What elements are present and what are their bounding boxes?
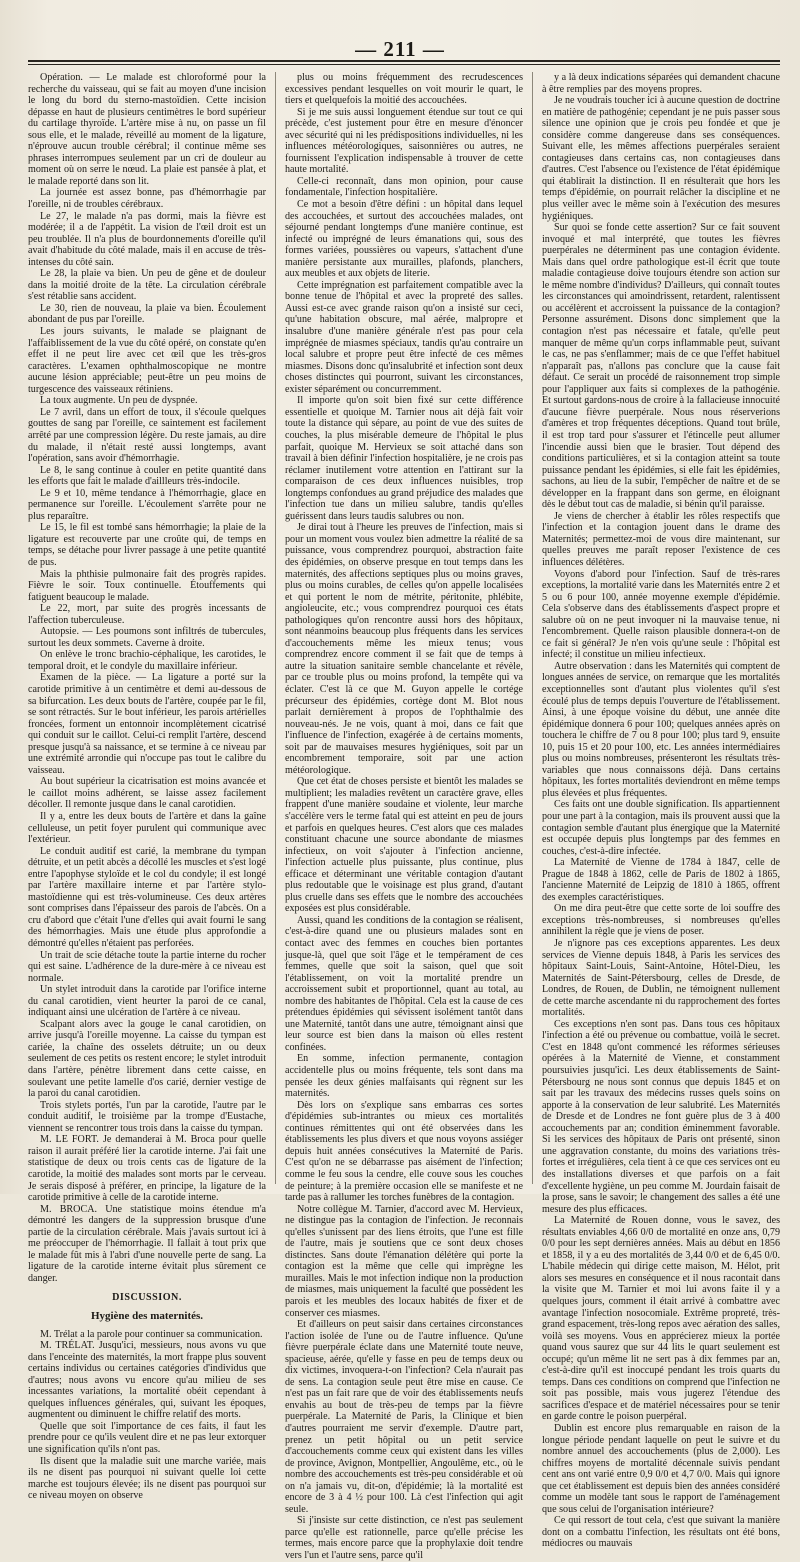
paragraph: Le 30, rien de nouveau, la plaie va bien. Écoulement abondant de pus par l'oreille.	[28, 302, 266, 326]
paragraph: Examen de la pièce. — La ligature a porté sur la carotide primitive à un centimètre et demi au-dessous de sa bifurcation. Les deux bouts de l'artère, coupée par le fil, se sont rétractés. Sur le bout inférieur, les parois artérielles froncées, forment un entonnoir incomplètement cicatrisé qui conduit sur le caillot. Celui-ci remplit l'artère, descend presque jusqu'à sa naissance, et se termine à ce niveau par une extrémité arrondie qui n'occupe pas tout le calibre du vaisseau.	[28, 672, 266, 776]
paragraph: Un stylet introduit dans la carotide par l'orifice interne du canal carotidien, vient heurter la paroi de ce canal, indiquant ainsi une ulcération de l'artère à ce niveau.	[28, 984, 266, 1019]
paragraph: Je ne voudrais toucher ici à aucune question de doctrine en matière de pathogénie; cependant je ne puis passer sous silence une opinion que je crois peu fondée et que je considère comme dangereuse dans ses conséquences. Suivant elle, les mêmes affections puerpérales seraient contagieuses dans certains cas, non contagieuses dans d'autres. C'est l'absence ou l'existence de l'état épidémique qui établirait la distinction. Il en résulterait que hors les temps d'épidémie, on pourrait relâcher la discipline et ne plus veiller avec le même soin à l'exécution des mesures hygiéniques.	[542, 95, 780, 222]
column-right	[542, 72, 780, 1550]
paragraph: Un trait de scie détache toute la partie interne du rocher qui est saine. L'adhérence de la dure-mère à ce niveau est normale.	[28, 949, 266, 984]
paragraph: Il importe qu'on soit bien fixé sur cette différence essentielle et quoique M. Tarnier nous ait déjà fait voir toute la distance qui sépare, au point de vue des suites de couches, la plus misérable demeure de l'hôpital le plus parfait, quoique M. Hervieux se soit attaché dans son travail à bien définir l'infection hospitalière, je ne crois pas réclamer inutilement votre attention en l'attirant sur la comparaison de ces deux influences nuisibles, trop longtemps confondues au grand préjudice des malades que l'infection tue dans un milieu salubre, tandis qu'elles guérissent dans leurs taudis salubres ou non.	[285, 395, 523, 522]
paragraph: Quelle que soit l'importance de ces faits, il faut les prendre pour ce qu'ils veulent dire et ne pas leur extorquer une signification qu'ils n'ont pas.	[28, 1420, 266, 1455]
paragraph: Le 8, le sang continue à couler en petite quantité dans les efforts que fait le malade d'aillleurs très-indocile.	[28, 464, 266, 488]
paragraph: En somme, infection permanente, contagion accidentelle plus ou moins fréquente, tels sont dans ma pensée les deux génies malfaisants qui règnent sur les maternités.	[285, 1053, 523, 1100]
paragraph: Je viens de chercher à établir les rôles respectifs que l'infection et la contagion jouent dans le drame des Maternités; permettez-moi de vous dire maintenant, sur quelles preuves me paraît reposer l'existence de ces influences délétères.	[542, 510, 780, 568]
paragraph: On me dira peut-être que cette sorte de loi souffre des exceptions très-nombreuses, si nombreuses qu'elles annihilent la règle que je viens de poser.	[542, 903, 780, 938]
column-left	[28, 72, 266, 1502]
paragraph: La Maternité de Rouen donne, vous le savez, des résultats enviables 4,66 0/0 de mortalité en onze ans, 0,79 0/0 pour les sept dernières années. Mais au début en 1856 et 1858, il y a eu des mortalités de 3,44 0/0 et de 6,45 0/0. L'habile médecin qui dirige cette maison, M. Hélot, prit alors ses mesures en conséquence et il nous racontait dans la visite que M. Tarnier et moi lui avons faite il y a quelques jours, comment il était arrivé à combattre avec avantage l'infection nosocomiale. Extrême propreté, très-grand espacement, très-long repos avec aération des salles, voilà ses moyens. Vous en apprécierez mieux la portée quand vous saurez que sur 44 lits le quart seulement est occupé; qu'un même lit ne sert pas à dix femmes par an, c'est-à-dire qu'il est inoccupé pendant les trois quarts du temps. Dans ces conditions on comprend que l'infection ne soit pas possible, mais vous jugerez l'étendue des sacrifices d'espace et de matériel nécessaires pour se tenir en garde contre le poison puerpéral.	[542, 1215, 780, 1423]
paragraph: M. TRÉLAT. Jusqu'ici, messieurs, nous avons vu que dans l'enceinte des maternités, la mort frappe plus souvent certains individus ou certaines catégories d'individus que d'autres; nous avons vu encore qu'au milieu de ses incessantes variations, la mortalité obéit cependant à quelques influences générales, qui, suivant les époques, augmentent ou diminuent le chiffre relatif des morts.	[28, 1340, 266, 1421]
paragraph: Si je me suis aussi longuement étendue sur tout ce qui précède, c'est justement pour être en mesure d'énoncer avec sécurité qui ni les prédispositions individuelles, ni les influences météorologiques, saisonnières ou autres, ne fournissent l'explication indispensable à trouver de cette haute mortalité.	[285, 106, 523, 176]
text-columns	[28, 72, 780, 1561]
paragraph: Dès lors on s'explique sans embarras ces sortes d'épidémies sub-intrantes ou mieux ces mortalités continues rémittentes qui ont été observées dans les établissements les plus divers et que nous voyons assiéger depuis huit années consécutives la Maternité de Paris. C'est qu'on ne se débarrasse pas aisément de l'infection; comme le feu sous la cendre, elle couve sous les couches de peinture; à la première occasion elle se manifeste et ne tarde pas à rallumer les torches funèbres de la contagion.	[285, 1099, 523, 1204]
paragraph: Le 9 et 10, même tendance à l'hémorrhagie, glace en permanence sur l'oreille. L'écoulement s'arrête pour ne plus reparaître.	[28, 487, 266, 522]
paragraph: Opération. — Le malade est chloroformé pour la recherche du vaisseau, qui se fait au moyen d'une incision le long du bord du sterno-mastoïdien. Cette incision dépasse en haut de plusieurs centimètres le bord supérieur du cartilage thyroïde. L'artère mise à nu, on passe un fil sous elle, et le malade, réveillé au moment de la ligature, n'éprouve aucun trouble cérébral; il continue même ses phrases interrompues seulement par un cri de douleur au moment où on serre le nœud. La plaie est pansée à plat, et le malade reporté dans son lit.	[28, 72, 266, 187]
paragraph: Le 7 avril, dans un effort de toux, il s'écoule quelques gouttes de sang par l'oreille, ce saintement est facilement arrêté par une compression légère. Du reste jamais, au dire du malade, il n'était resté aussi longtemps, avant l'opération, sans avoir d'hémorrhagie.	[28, 406, 266, 465]
paragraph: Le 27, le malade n'a pas dormi, mais la fièvre est modérée; il a de l'appétit. La vision de l'œil droit est un peu troublée. Il n'a plus de bourdonnements d'oreille qu'il avait d'habitude du côté malade, mais il en accuse de très-intenses du côté sain.	[28, 210, 266, 268]
paragraph: M. LE FORT. Je demanderai à M. Broca pour quelle raison il aurait préféré lier la carotide interne. J'ai fait une statistique de deux ou trois cents cas de ligature de la carotide, la moitié des malades sont morts par le cerveau. Je serais disposé à préférer, en principe, la ligature de la carotide primitive à celle de la carotide interne.	[28, 1134, 266, 1204]
paragraph: Notre collègue M. Tarnier, d'accord avec M. Hervieux, ne distingue pas la contagion de l'infection. Je reconnais qu'elles s'unissent par des liens étroits, que l'une est fille de l'autre, mais je soutiens que ce sont deux choses distinctes. Sans doute l'émanation délétère qui porte la contagion est la même que celle qui imprègne les murailles. Mais le mot infection indique non la production de miasmes, mais uniquement la faculté que possèdent les parois et les meubles des locaux habités de fixer et de conserver ces miasmes.	[285, 1203, 523, 1319]
paragraph: La toux augmente. Un peu de dyspnée.	[40, 395, 198, 407]
paragraph: Cette imprégnation est parfaitement compatible avec la bonne tenue de l'hôpital et avec la propreté des salles. Aussi est-ce avec grande raison qu'on a insisté sur ceci, qu'une habitation obscure, mal aérée, malpropre et insalubre d'une manière générale n'est pas pour cela imprégnée de miasmes spéciaux, tandis qu'au contraire un local salubre et propre peut être infecté de ces mêmes miasmes. Disons donc qu'insalubrité et infection sont deux choses distinctes qui pourront, suivant les circonstances, exister séparément ou concurremment.	[285, 279, 523, 395]
paragraph: Les jours suivants, le malade se plaignant de l'affaiblissement de la vue du côté opéré, on constate qu'en effet il ne peut lire avec cet œil que les très-gros caractères. L'examen ophthalmoscopique ne montre aucune lésion appréciable; peut-être un peu moins de turgescence des vaisseaux rétiniens.	[28, 326, 266, 395]
paragraph: Et d'ailleurs on peut saisir dans certaines circonstances l'action isolée de l'une ou de l'autre influence. Qu'une fièvre puerpérale éclate dans une Maternité toute neuve, spacieuse, aérée, qu'elle y fasse en peu de temps deux ou dix victimes, invoquera-t-on l'infection? Cela n'aurait pas de sens. La contagion seule peut être mise en cause. Ce n'est pas un fait rare que de voir des établissements neufs envahis au bout de très-peu de temps par la fièvre puerpérale. La Maternité de Paris, la Clinique et bien d'autres pourraient me servir d'exemple. D'autre part, prenez un petit hôpital ou un petit service d'accouchements comme ceux qui existent dans les villes de province, Avignon, Montpellier, Angoulême, etc., où le nombre des accouchements est très-peu considérable et où on n'a jamais vu, dit-on, d'épidémie; là la mortalité est encore de 3 à 4 ½ pour 100. Là c'est l'infection qui agit seule.	[285, 1319, 523, 1515]
paragraph: Si j'insiste sur cette distinction, ce n'est pas seulement parce qu'elle est rationnelle, parce qu'elle précise les termes, mais encore parce que la prophylaxie doit tendre vers l'un et l'autre sens, parce qu'il	[285, 1515, 523, 1561]
paragraph: Sur quoi se fonde cette assertion? Sur ce fait souvent invoqué et mal interprété, que toutes les fièvres puerpérales ne déterminent pas une contagion évidente. Mais dans quel ordre pathologique est-il écrit que toute maladie contagieuse doive toujours étendre son action sur le même nombre d'individus? D'ailleurs, qui connaît toutes les circonstances qui amoindrissent, retardent, ralentissent ou accélèrent et accroissent la puissance de la contagion? Personne assurément. Disons donc simplement que la contagion n'est pas nécessaire et fatale, qu'elle peut manquer de même qu'un corps inflammable peut, suivant le cas, ne pas s'enflammer; mais de ce que l'effet habituel n'apparaît pas, n'allons pas conclure que la cause fait défaut. Ce serait un procédé de raisonnement trop simple pour l'appliquer aux faits si complexes de la pathogénie. Et surtout gardons-nous de croire à la fallacieuse innocuité d'aucune fièvre puerpérale. Nous nous réserverions d'amères et trop fréquentes déceptions. Quand tout brûle, il est trop tard pour s'assurer et l'étincelle peut allumer l'incendie aussi bien que le brasier. Tout dépend des conditions particulières, et si la contagion atteint sa toute puissance pendant les épidémies, si elle fait les épidémies, sachons, au lieu de la subir, l'empêcher de naître et de se développer en la frappant dans son germe, en éloignant dès le début tout cas de maladie, si bénin qu'il paraisse.	[542, 222, 780, 511]
paragraph: Celle-ci reconnaît, dans mon opinion, pour cause fondamentale, l'infection hospitalière.	[285, 175, 523, 199]
paragraph: On enlève le tronc brachio-céphalique, les carotides, le temporal droit, et le condyle du maxillaire inférieur.	[28, 649, 266, 672]
paragraph: M. Trélat a la parole pour continuer sa communication.	[40, 1328, 263, 1340]
paragraph: Trois stylets portés, l'un par la carotide, l'autre par le conduit auditif, le troisième par la trompe d'Eustache, viennent se rencontrer tous trois dans la caisse du tympan.	[28, 1099, 266, 1134]
subsection-title: Hygiène des maternités.	[90, 1309, 204, 1322]
paragraph: La Maternité de Vienne de 1784 à 1847, celle de Prague de 1848 à 1862, celle de Paris de 1802 à 1865, l'ancienne Maternité de Leipzig de 1810 à 1865, offrent des exemples caractéristiques.	[542, 857, 780, 903]
paragraph: Ce mot a besoin d'être défini : un hôpital dans lequel des accouchées, et surtout des accouchées malades, ont séjourné pendant longtemps d'une manière continue, est infecté ou imprégné de leurs émanations qui, sous des formes variées, poussières ou vapeurs, s'attachent d'une manière persistante aux murailles, plafonds, planchers, aux meubles et aux objets de literie.	[285, 199, 523, 280]
paragraph: La journée est assez bonne, pas d'hémorrhagie par l'oreille, ni de troubles cérébraux.	[28, 187, 266, 211]
paragraph: Je dirai tout à l'heure les preuves de l'infection, mais si pour un moment vous voulez bien admettre la réalité de sa puissance, vous comprendrez pourquoi, abstraction faite des épidémies, on observe presque en tout temps dans les maternités, des affections septiques plus ou moins graves, plus ou moins curables, de celles qu'on appelle localisées et qui portent le nom de métrite, péritonite, phlébite, angioleucite, etc.; vous comprendrez pourquoi ces états pathologiques qu'on rencontre aussi hors des hôpitaux, sont néanmoins beaucoup plus fréquents dans les services d'accouchements même les mieux tenus; vous comprendrez encore comment il se fait que de temps à autre la situation sanitaire semble chancelante et révèle, par ce trouble plus ou moins profond, la tempête qui va éclater. C'est là ce que M. Guyon appelle le cortége précurseur des épidémies, cortège dont M. Blot nous parlait dernièrement à propos de l'ophthalmie des nouveau-nés. Je ne vois, quant à moi, dans ce fait que l'influence de l'infection, exagérée à de certains moments, soit par de mauvaises mesures hygiéniques, soit par un encombrement temporaire, soit par une action météorologique.	[285, 522, 523, 776]
paragraph: Autre observation : dans les Maternités qui comptent de longues années de service, on remarque que les mortalités exceptionnelles sont d'autant plus violentes qu'il s'est écoulé plus de temps depuis l'ouverture de l'établissement. Ainsi, à une époque voisine du début, une année dite épidémique donnera 6 pour 100; quelques années après on touchera le chiffre de 7 ou 8 pour 100; plus tard 9, ensuite 10, puis 15 et 20 pour 100, etc. Les années intermédiaires plus ou moins nombreuses, présenteront les résultats très-variables que nous connaissons déjà. Dans certains hôpitaux, les fortes mortalités deviendront en même temps plus élevées et plus fréquentes.	[542, 660, 780, 799]
paragraph: Ils disent que la maladie suit une marche variée, mais ils ne disent pas pourquoi ni suivant quelle loi cette marche est toujours élevée; ils ne disent pas pourquoi sur ce niveau moyen on observe	[28, 1455, 266, 1502]
paragraph: Voyons d'abord pour l'infection. Sauf de très-rares exceptions, la mortalité varie dans les Maternités entre 2 et 5 ou 6 pour 100, année moyenne exemple d'épidémie. Cela s'observe dans des établissements d'aspect propre et salubre où on ne peut invoquer ni la mauvaise tenue, ni l'encombrement. Quelle raison plausible donnera-t-on de ce fait si général? Je n'en vois qu'une seule : l'hôpital est infecté; il constitue un milieu infectieux.	[542, 568, 780, 661]
header-rule	[28, 60, 780, 62]
paragraph: Scalpant alors avec la gouge le canal carotidien, on arrive jusqu'à l'oreille moyenne. La caisse du tympan est cariée, la chaîne des osselets détruite; un ou deux seulement de ces petits os restent encore; le stylet introduit dans l'artère, pénètre librement dans cette caisse, en soulevant une petite lamelle d'os carié, dernier vestige de la paroi du canal carotidien.	[28, 1018, 266, 1100]
paragraph: Le 15, le fil est tombé sans hémorrhagie; la plaie de la ligature est recouverte par une croûte qui, de temps en temps, se détache pour livrer passage à une petite quantité de pus.	[28, 522, 266, 568]
page-number: — 211 —	[355, 36, 445, 61]
paragraph: Autopsie. — Les poumons sont infiltrés de tubercules, surtout les deux sommets. Caverne à droite.	[28, 626, 266, 649]
paragraph: Le conduit auditif est carié, la membrane du tympan détruite, et un petit abcès a décollé les muscles et s'est logé entre l'apophyse styloïde et le col du condyle; il est longé par l'artère maxillaire interne et par l'artère stylo-mastoïdienne qui est très-volumineuse. Ces deux artères sont comprises dans l'épaisseur des parois de l'abcès. On a cru d'abord que c'était l'une d'elles qui avait fourni le sang des hémorrhagies. Mais une étude plus approfondie a démontré qu'elles n'étaient pas perforées.	[28, 845, 266, 950]
section-title: DISCUSSION.	[112, 1292, 182, 1304]
paragraph: Le 22, mort, par suite des progrès incessants de l'affection tuberculeuse.	[28, 603, 266, 626]
paragraph: Aussi, quand les conditions de la contagion se réalisent, c'est-à-dire quand une ou plusieurs malades sont en contact avec des femmes en couches bien portantes jusque-là, quel que soit l'âge et le tempérament de ces femmes, quelle que soit la saison, quel que soit l'établissement, on voit la mortalité prendre un accroissement subit et proportionnel, quant au total, au nombre des habitantes de l'hôpital. Cela est la cause de ces prétendues épidémies qui sévissent isolément tantôt dans une Maternité, tantôt dans une autre, témoignant ainsi que leur source est bien dans la maison où elles restent confinées.	[285, 914, 523, 1053]
column-divider	[275, 72, 276, 1184]
paragraph: Le 28, la plaie va bien. Un peu de gêne et de douleur dans la moitié droite de la tête. La circulation cérébrale s'est rétablie sans accident.	[28, 268, 266, 303]
page-header	[0, 36, 800, 62]
column-divider	[532, 72, 533, 1184]
paragraph: M. BROCA. Une statistique moins étendue m'a démontré les dangers de la suppression brusque d'une partie de la circulation cérébrale. Mais j'avais surtout ici à me préoccuper de l'hémorrhagie. Il fallait à tout prix que le malade fût mis à l'abri d'une nouvelle perte de sang. La ligature de la carotide interne évitait plus sûrement ce danger.	[28, 1203, 266, 1284]
paragraph: Il y a, entre les deux bouts de l'artère et dans la gaîne celluleuse, un petit foyer purulent qui communique avec l'extérieur.	[28, 811, 266, 846]
paragraph: Ce qui ressort de tout cela, c'est que suivant la manière dont on a combattu l'infection, les résultats ont été bons, médiocres ou mauvais	[542, 1515, 780, 1550]
paragraph: Je n'ignore pas ces exceptions apparentes. Les deux services de Vienne depuis 1848, à Paris les services des hôpitaux Saint-Louis, Saint-Antoine, Hôtel-Dieu, les Maternités de Saint-Pétersbourg, celles de Dresde, de Londres, de Rouen, de Dublin, ne témoignent nullement de cette marche ascendante ni du rapprochement des fortes mortalités.	[542, 938, 780, 1019]
column-middle	[285, 72, 523, 1561]
paragraph: Ces exceptions n'en sont pas. Dans tous ces hôpitaux l'infection a été ou prévenue ou combattue, voilà le secret. C'est en 1848 qu'ont commencé les réformes sérieuses opérées à la Maternité de Vienne, et constamment poursuivies jusqu'ici. Les deux établissements de Saint-Pétersbourg ne nous sont connus que depuis 1845 et on sait par les travaux des médecins russes quels soins on apporte à la conservation de leur salubrité. Les Maternités de Dresde et de Londres ne font guère plus de 3 à 400 accouchements par an; condition éminemment favorable. Si les services des hôpitaux de Paris ont présenté, sinon une aggravation constante, du moins des variations très-fortes et irrégulières, cela tient à ce que ces services ont eu des installations diverses et que parfois on a fait d'excellente hygiène, un peu comme M. Jourdain faisait de la prose, sans le savoir; le changement des salles a été une mesure des plus efficaces.	[542, 1018, 780, 1215]
paragraph: Dublin est encore plus remarquable en raison de la longue période pendant laquelle on peut le suivre et du nombre annuel des accouchements (plus de 2,000). Les chiffres moyens de mortalité décennale suivis pendant cent ans ont varié entre 0,9 0/0 et 4,7 0/0. Mais qui ignore que cet établissement est depuis bien des années considéré comme un modèle tant sous le rapport de l'aménagement que sous celui de l'organisation intérieure?	[542, 1422, 780, 1515]
paragraph: Que cet état de choses persiste et bientôt les malades se multiplient; les maladies revêtent un caractère grave, elles frappent d'une manière soudaine et violente, leur marche s'accélère vers le terme fatal qui est atteint en peu de jours et parfois en quelques heures. C'est alors que ces malades constituant chacune une source abondante de miasmes infectieux, on voit s'ajouter à l'infection ancienne, l'infection actuelle plus puissante, plus continue, plus efficace et déterminant une véritable contagion d'autant plus redoutable que le voisinage est plus grand, d'autant plus cruelle dans ses effets que le nombre des accouchées exposées est plus considérable.	[285, 776, 523, 915]
header-rule-thin	[28, 64, 780, 65]
paragraph: plus ou moins fréquemment des recrudescences excessives pendant lesquelles on voit mourir le quart, le tiers et quelquefois la moitié des accouchées.	[285, 72, 523, 107]
paragraph: y a là deux indications séparées qui demandent chacune à être remplies par des moyens propres.	[542, 72, 780, 95]
paragraph: Mais la phthisie pulmonaire fait des progrès rapides. Fièvre le soir. Toux continuelle. Étouffements qui fatiguent beaucoup le malade.	[28, 568, 266, 603]
paragraph: Au bout supérieur la cicatrisation est moins avancée et le caillot moins adhérent, se laisse assez facilement décoller. Il remonte jusque dans le canal carotidien.	[28, 776, 266, 811]
paragraph: Ces faits ont une double signification. Ils appartiennent pour une part à la contagion, mais ils prouvent aussi que la contagion semble d'autant plus énergique que la Maternité est occupée depuis plus longtemps par des femmes en couches, c'est-à-dire infectée.	[542, 799, 780, 857]
